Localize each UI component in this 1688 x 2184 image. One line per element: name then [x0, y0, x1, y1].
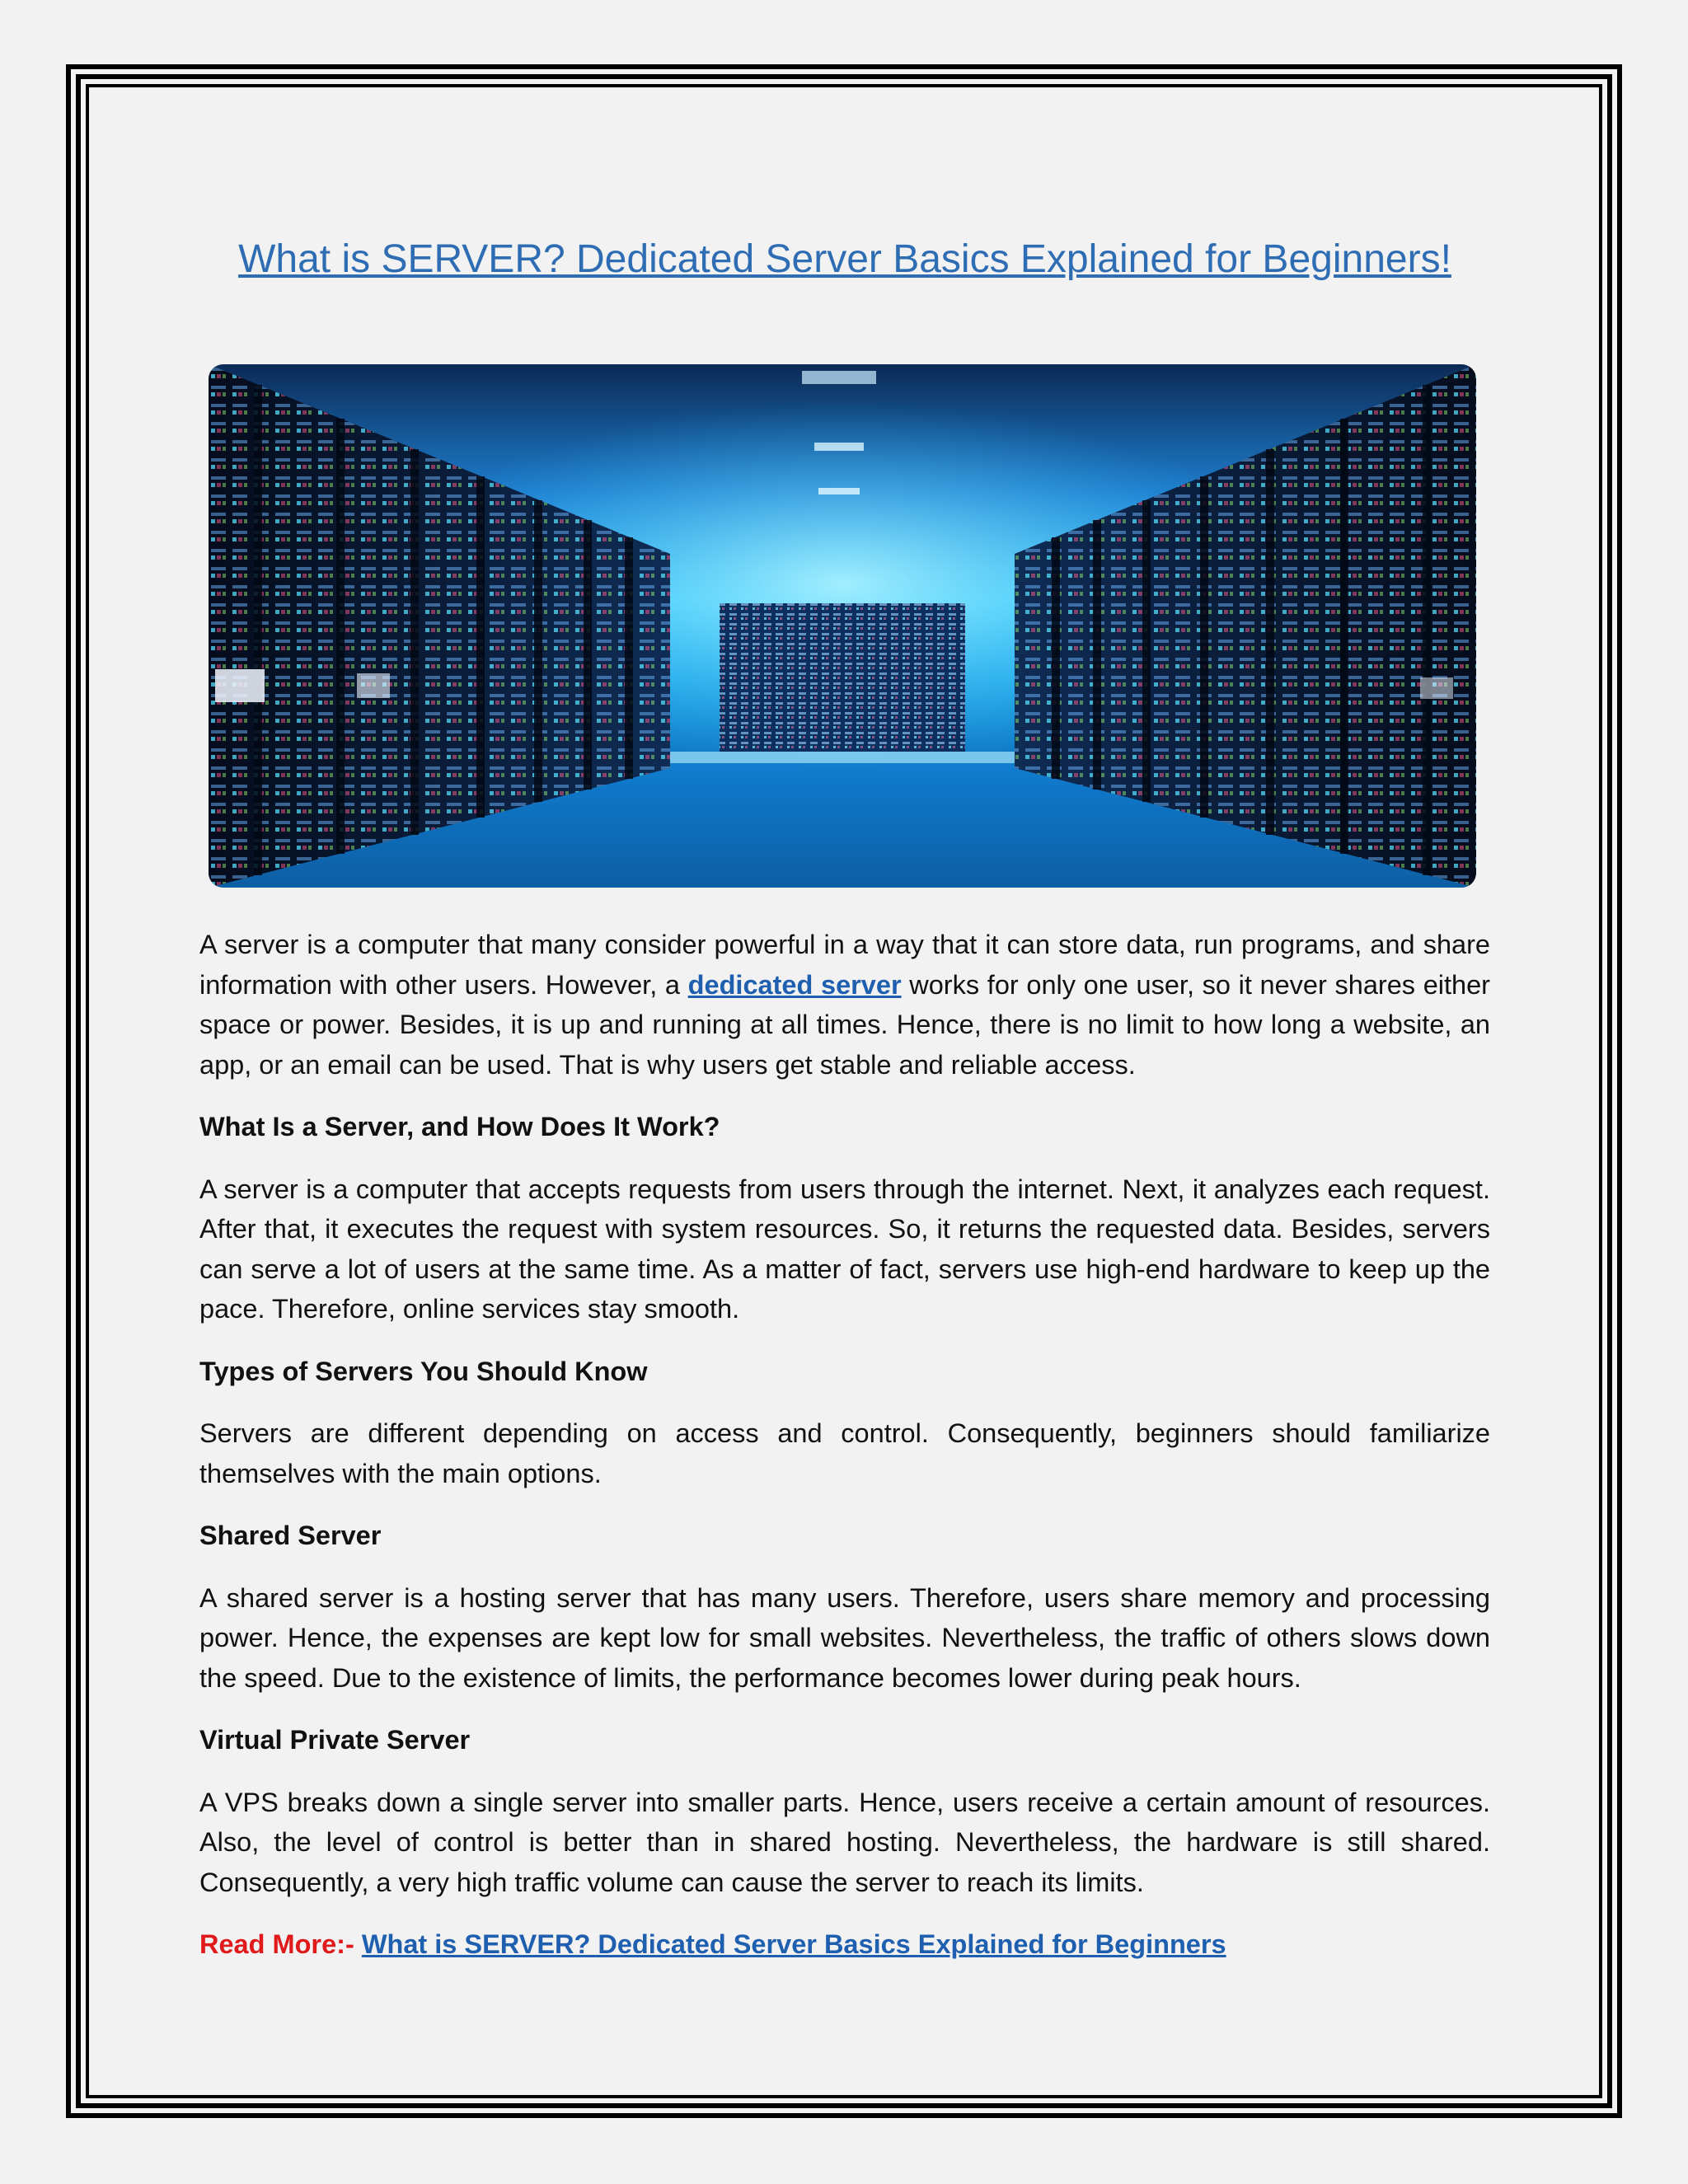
- intro-text-after: works for only one user, so it never shares either space or power. Besides, it is up and running at all times. Hence, there is no limit to how long a website, an app, or an email can be used. That is why users get stable and reliable access.: [199, 969, 1490, 1080]
- section-paragraph: A VPS breaks down a single server into smaller parts. Hence, users receive a certain amount of resources. Also, the level of control is better than in shared hosting. Nevertheless, the hardware is still shared. Consequently, a very high traffic volume can cause the server to reach its limits.: [199, 1787, 1490, 1897]
- article-body: [199, 925, 1490, 1987]
- section-paragraph: A shared server is a hosting server that has many users. Therefore, users share memory and processing power. Hence, the expenses are kept low for small websites. Nevertheless, the traffic of others slows down the speed. Due to the existence of limits, the performance becomes lower during peak hours.: [199, 1582, 1490, 1693]
- page-title: [199, 232, 1490, 287]
- read-more-link[interactable]: What is SERVER? Dedicated Server Basics Explained for Beginners: [361, 1929, 1226, 1959]
- server-room-image: [209, 364, 1476, 888]
- section-paragraph: A server is a computer that accepts requests from users through the internet. Next, it analyzes each request. After that, it executes the request with system resources. So, it returns the requested data. Besides, servers can serve a lot of users at the same time. As a matter of fact, servers use high-end hardware to keep up the pace. Therefore, online services stay smooth.: [199, 1174, 1490, 1324]
- intro-text-before: A server is a computer that many consider powerful in a way that it can store data, run programs, and share information with other users. However, a: [199, 930, 1490, 1000]
- section-heading: Types of Servers You Should Know: [199, 1356, 648, 1386]
- section-paragraph: Servers are different depending on access and control. Consequently, beginners should familiarize themselves with the main options.: [199, 1418, 1490, 1488]
- dedicated-server-link[interactable]: dedicated server: [687, 969, 902, 1000]
- section-heading: Virtual Private Server: [199, 1725, 471, 1755]
- section-heading: What Is a Server, and How Does It Work?: [199, 1112, 720, 1141]
- section-heading: Shared Server: [199, 1521, 382, 1550]
- read-more-label: Read More:-: [199, 1929, 362, 1959]
- title-link[interactable]: What is SERVER? Dedicated Server Basics Explained for Beginners!: [238, 237, 1451, 281]
- read-more-line: [199, 1924, 1490, 1965]
- intro-paragraph: [199, 925, 1490, 1085]
